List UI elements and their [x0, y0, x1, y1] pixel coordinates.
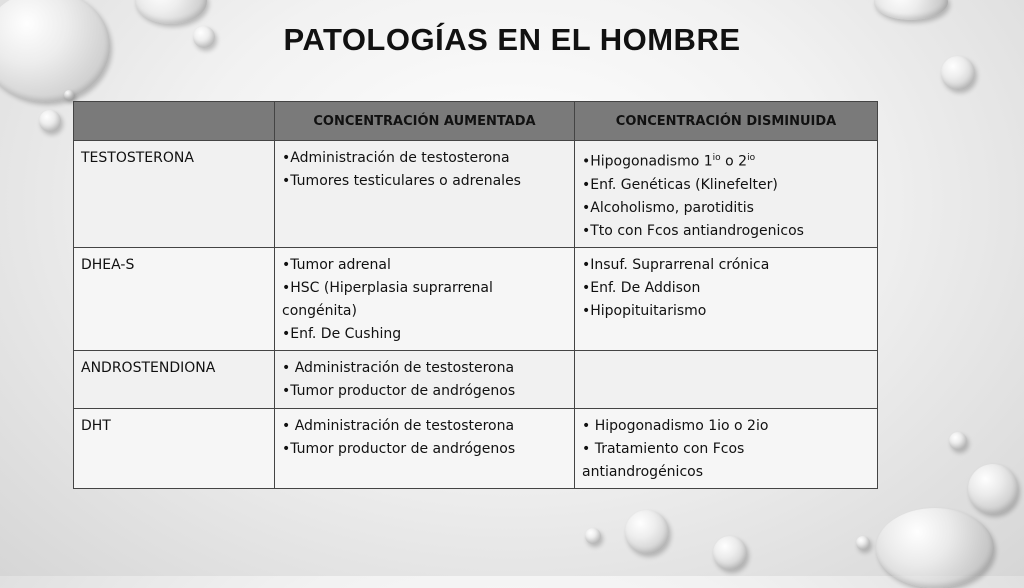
water-drop-decoration [585, 528, 601, 544]
list-item: • Hipogonadismo 1io o 2io [582, 417, 769, 434]
row-label-testosterona: TESTOSTERONA [74, 141, 275, 248]
slide-title: PATOLOGÍAS EN EL HOMBRE [283, 22, 741, 57]
row-label-dhea-s: DHEA-S [74, 247, 275, 350]
water-drop-decoration [874, 0, 948, 20]
row-label-dht: DHT [74, 408, 275, 488]
list-item: •Tumor productor de andrógenos [282, 382, 516, 399]
water-drop-decoration [876, 508, 994, 588]
table-row [74, 247, 878, 350]
water-drop-decoration [39, 110, 61, 132]
list-item-text: o 2 [720, 153, 748, 170]
list-item: • Administración de testosterona [282, 417, 515, 434]
list-item: congénita) [282, 302, 357, 319]
superscript: io [712, 153, 721, 163]
disminuida-cell-empty [575, 350, 878, 408]
table-header-row [74, 102, 878, 141]
disminuida-cell [575, 408, 878, 488]
aumentada-cell [275, 350, 575, 408]
water-drop-decoration [135, 0, 207, 24]
list-item: antiandrogénicos [582, 463, 704, 480]
list-item: •HSC (Hiperplasia suprarrenal [282, 279, 493, 296]
water-drop-decoration [64, 90, 74, 100]
table-row [74, 350, 878, 408]
list-item: •Enf. Genéticas (Klinefelter) [582, 176, 778, 193]
water-drop-decoration [941, 56, 975, 90]
water-drop-decoration [856, 536, 870, 550]
aumentada-cell [275, 247, 575, 350]
list-item: •Enf. De Cushing [282, 325, 402, 342]
aumentada-cell [275, 141, 575, 248]
list-item: •Tumor productor de andrógenos [282, 440, 516, 457]
row-label-androstendiona: ANDROSTENDIONA [74, 350, 275, 408]
water-drop-decoration [713, 536, 747, 570]
header-concentracion-aumentada: CONCENTRACIÓN AUMENTADA [275, 102, 575, 141]
list-item: •Administración de testosterona [282, 150, 510, 166]
water-drop-decoration [949, 432, 967, 450]
header-empty-cell [74, 102, 275, 141]
list-item [582, 147, 870, 174]
list-item: •Tumor adrenal [282, 256, 391, 273]
disminuida-cell [575, 247, 878, 350]
list-item: •Hipopituitarismo [582, 302, 707, 319]
table-row [74, 141, 878, 248]
water-drop-decoration [625, 510, 669, 554]
list-item: • Tratamiento con Fcos [582, 440, 745, 457]
header-concentracion-disminuida: CONCENTRACIÓN DISMINUIDA [575, 102, 878, 141]
list-item: •Tumores testiculares o adrenales [282, 173, 521, 189]
list-item: •Tto con Fcos antiandrogenicos [582, 222, 804, 239]
list-item: • Administración de testosterona [282, 359, 515, 376]
list-item: •Alcoholismo, parotiditis [582, 199, 754, 216]
list-item: •Enf. De Addison [582, 279, 701, 296]
aumentada-cell [275, 408, 575, 488]
pathology-table [73, 101, 878, 489]
disminuida-cell [575, 141, 878, 248]
list-item-text: •Hipogonadismo 1 [582, 153, 713, 170]
list-item: •Insuf. Suprarrenal crónica [582, 256, 770, 273]
water-drop-decoration [968, 464, 1018, 514]
superscript: io [747, 153, 756, 163]
table-row [74, 408, 878, 488]
